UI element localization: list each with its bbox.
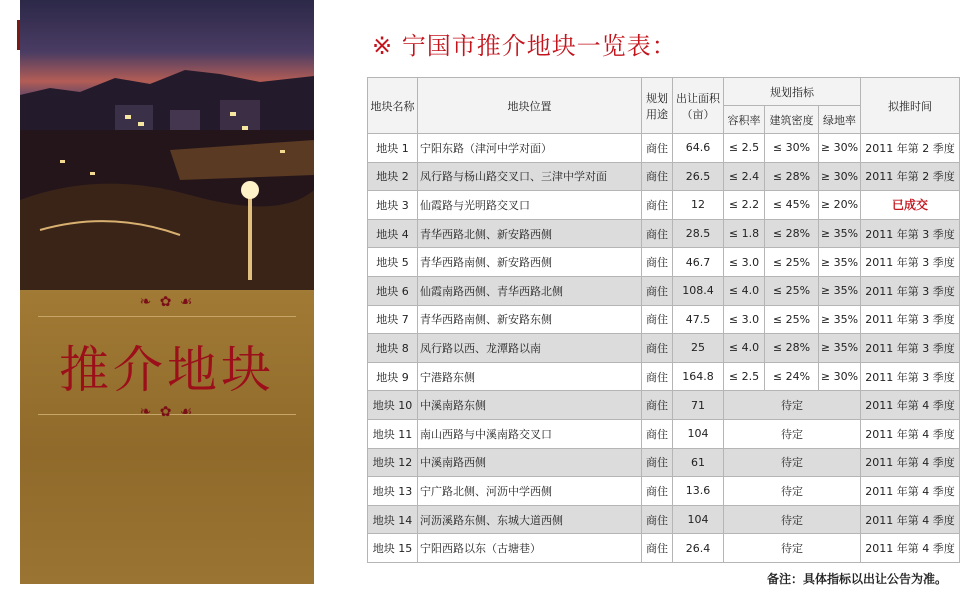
cell-name: 地块 3 (368, 191, 418, 220)
cell-name: 地块 14 (368, 505, 418, 534)
cell-density: ≤ 25% (765, 248, 819, 277)
table-row (368, 219, 960, 248)
cell-use: 商住 (642, 505, 673, 534)
cell-area: 164.8 (673, 362, 724, 391)
cell-area: 47.5 (673, 305, 724, 334)
cell-use: 商住 (642, 248, 673, 277)
cell-name: 地块 11 (368, 419, 418, 448)
cell-area: 46.7 (673, 248, 724, 277)
page-title: ※ 宁国市推介地块一览表： (372, 32, 677, 60)
cell-time: 2011 年第 3 季度 (861, 334, 960, 363)
land-parcel-table (367, 77, 960, 563)
cell-area: 64.6 (673, 134, 724, 163)
cell-location: 宁广路北侧、河沥中学西侧 (418, 477, 642, 506)
header-density: 建筑密度 (765, 106, 819, 134)
cell-use: 商住 (642, 448, 673, 477)
cell-density: ≤ 28% (765, 162, 819, 191)
cell-location: 南山西路与中溪南路交叉口 (418, 419, 642, 448)
table-row (368, 276, 960, 305)
table-row (368, 419, 960, 448)
ornament-top: ❧ ✿ ☙ (139, 294, 195, 310)
cell-use: 商住 (642, 219, 673, 248)
cell-far: ≤ 4.0 (724, 276, 765, 305)
cell-time: 2011 年第 4 季度 (861, 477, 960, 506)
cell-area: 108.4 (673, 276, 724, 305)
cell-time: 2011 年第 4 季度 (861, 448, 960, 477)
cell-far: ≤ 2.5 (724, 134, 765, 163)
cell-green: ≥ 20% (819, 191, 861, 220)
cell-area: 104 (673, 505, 724, 534)
cell-name: 地块 10 (368, 391, 418, 420)
cell-time: 2011 年第 3 季度 (861, 305, 960, 334)
cell-use: 商住 (642, 191, 673, 220)
cell-name: 地块 12 (368, 448, 418, 477)
cell-green: ≥ 35% (819, 276, 861, 305)
cell-green: ≥ 30% (819, 362, 861, 391)
cell-use: 商住 (642, 419, 673, 448)
cell-time: 2011 年第 3 季度 (861, 219, 960, 248)
cell-time: 2011 年第 4 季度 (861, 419, 960, 448)
cell-time-sold: 已成交 (861, 191, 960, 220)
cell-density: ≤ 24% (765, 362, 819, 391)
cell-location: 中溪南路东侧 (418, 391, 642, 420)
table-row (368, 334, 960, 363)
cell-time: 2011 年第 4 季度 (861, 391, 960, 420)
cell-density: ≤ 45% (765, 191, 819, 220)
cell-far: ≤ 2.5 (724, 362, 765, 391)
table-row (368, 248, 960, 277)
cell-area: 71 (673, 391, 724, 420)
cell-name: 地块 7 (368, 305, 418, 334)
cell-area: 26.5 (673, 162, 724, 191)
table-row (368, 534, 960, 563)
cell-location: 青华西路南侧、新安路西侧 (418, 248, 642, 277)
cell-location: 仙霞南路西侧、青华西路北侧 (418, 276, 642, 305)
cell-area: 26.4 (673, 534, 724, 563)
cell-density: ≤ 28% (765, 219, 819, 248)
table-row (368, 448, 960, 477)
cell-time: 2011 年第 3 季度 (861, 248, 960, 277)
table-row (368, 362, 960, 391)
table-row (368, 477, 960, 506)
cell-area: 104 (673, 419, 724, 448)
cell-density: ≤ 25% (765, 305, 819, 334)
cell-location: 宁港路东侧 (418, 362, 642, 391)
cell-pending: 待定 (724, 534, 861, 563)
cell-location: 宁阳西路以东（古塘巷） (418, 534, 642, 563)
cell-location: 青华西路南侧、新安路东侧 (418, 305, 642, 334)
ornament-bottom: ❧ ✿ ☙ (139, 404, 195, 420)
title-panel (20, 290, 314, 584)
cell-name: 地块 15 (368, 534, 418, 563)
cell-density: ≤ 25% (765, 276, 819, 305)
header-area: 出让面积 （亩） (673, 78, 724, 134)
cell-pending: 待定 (724, 419, 861, 448)
cell-name: 地块 5 (368, 248, 418, 277)
cell-name: 地块 2 (368, 162, 418, 191)
divider-top (38, 316, 296, 317)
cell-pending: 待定 (724, 448, 861, 477)
cell-use: 商住 (642, 477, 673, 506)
cell-use: 商住 (642, 534, 673, 563)
cell-green: ≥ 35% (819, 334, 861, 363)
panel-title: 推介地块 (59, 341, 275, 399)
cell-location: 青华西路北侧、新安路西侧 (418, 219, 642, 248)
cell-far: ≤ 2.2 (724, 191, 765, 220)
cell-time: 2011 年第 3 季度 (861, 276, 960, 305)
cell-name: 地块 9 (368, 362, 418, 391)
table-row (368, 505, 960, 534)
cell-use: 商住 (642, 391, 673, 420)
cell-name: 地块 6 (368, 276, 418, 305)
cell-area: 28.5 (673, 219, 724, 248)
cell-pending: 待定 (724, 391, 861, 420)
cell-far: ≤ 4.0 (724, 334, 765, 363)
cell-location: 凤行路与杨山路交叉口、三津中学对面 (418, 162, 642, 191)
cell-use: 商住 (642, 134, 673, 163)
cell-area: 13.6 (673, 477, 724, 506)
cell-use: 商住 (642, 362, 673, 391)
cell-name: 地块 4 (368, 219, 418, 248)
cell-time: 2011 年第 4 季度 (861, 505, 960, 534)
cell-green: ≥ 30% (819, 134, 861, 163)
table-row (368, 305, 960, 334)
cell-area: 12 (673, 191, 724, 220)
city-night-photo (20, 0, 314, 290)
cell-density: ≤ 28% (765, 334, 819, 363)
cell-area: 25 (673, 334, 724, 363)
cell-green: ≥ 35% (819, 248, 861, 277)
cell-use: 商住 (642, 162, 673, 191)
cell-use: 商住 (642, 305, 673, 334)
cell-pending: 待定 (724, 505, 861, 534)
left-panel (20, 0, 314, 584)
cell-use: 商住 (642, 334, 673, 363)
cell-name: 地块 13 (368, 477, 418, 506)
cell-time: 2011 年第 2 季度 (861, 134, 960, 163)
cell-location: 宁阳东路（津河中学对面） (418, 134, 642, 163)
cell-green: ≥ 35% (819, 219, 861, 248)
cell-density: ≤ 30% (765, 134, 819, 163)
footnote: 备注：具体指标以出让公告为准。 (766, 572, 947, 586)
table-row (368, 391, 960, 420)
cell-time: 2011 年第 4 季度 (861, 534, 960, 563)
cell-far: ≤ 1.8 (724, 219, 765, 248)
cell-location: 中溪南路西侧 (418, 448, 642, 477)
header-green: 绿地率 (819, 106, 861, 134)
cell-green: ≥ 30% (819, 162, 861, 191)
cell-location: 凤行路以西、龙潭路以南 (418, 334, 642, 363)
cell-green: ≥ 35% (819, 305, 861, 334)
cell-time: 2011 年第 3 季度 (861, 362, 960, 391)
header-use: 规划 用途 (642, 78, 673, 134)
header-name: 地块名称 (368, 78, 418, 134)
cell-name: 地块 1 (368, 134, 418, 163)
table-row (368, 134, 960, 163)
cell-far: ≤ 3.0 (724, 305, 765, 334)
header-time: 拟推时间 (861, 78, 960, 134)
cell-area: 61 (673, 448, 724, 477)
cell-far: ≤ 3.0 (724, 248, 765, 277)
header-indicators: 规划指标 (724, 78, 861, 106)
cell-time: 2011 年第 2 季度 (861, 162, 960, 191)
header-far: 容积率 (724, 106, 765, 134)
header-location: 地块位置 (418, 78, 642, 134)
cell-location: 仙霞路与光明路交叉口 (418, 191, 642, 220)
table-row (368, 162, 960, 191)
cell-far: ≤ 2.4 (724, 162, 765, 191)
cell-location: 河沥溪路东侧、东城大道西侧 (418, 505, 642, 534)
cell-use: 商住 (642, 276, 673, 305)
cell-name: 地块 8 (368, 334, 418, 363)
table-row (368, 191, 960, 220)
cell-pending: 待定 (724, 477, 861, 506)
